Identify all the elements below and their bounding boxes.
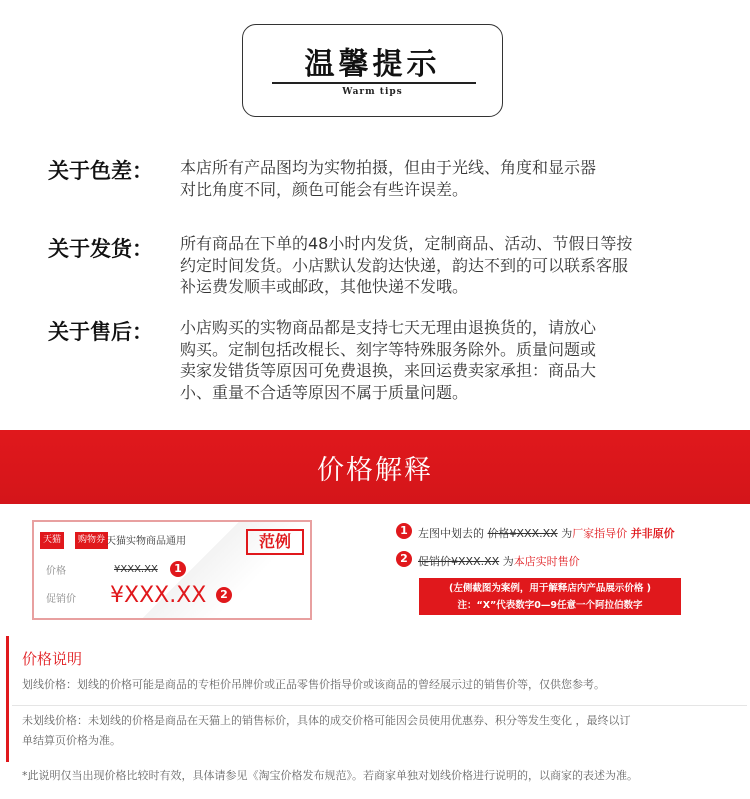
example-note-line-1: (左侧截图为案例，用于解释店内产品展示价格 ) <box>449 583 651 594</box>
note-label-aftersales: 关于售后： <box>48 319 153 344</box>
coupon-tag: 购物券 <box>74 532 108 549</box>
explain-line-1: 左图中划去的 价格¥XXX.XX 为厂家指导价 并非原价 <box>418 527 675 540</box>
tmall-tag: 天猫 <box>40 532 64 549</box>
note-text-aftersales: 小店购买的实物商品都是支持七天无理由退换货的，请放心 购买。定制包括改棍长、刻字等特殊服务除外。质量问题或 卖家发错货等原因可免费退换，来回运费卖家承担：商品大 小、重量不合适等原因不属于质量问题。 <box>180 318 597 402</box>
sample-stamp: 范例 <box>246 529 304 555</box>
price-banner <box>0 430 750 504</box>
promo-price-label: 促销价 <box>46 594 76 605</box>
list-price: ¥XXX.XX <box>114 564 158 575</box>
price-info-crossed: 划线价格：划线的价格可能是商品的专柜价吊牌价或正品零售价指导价或该商品的曾经展示过的销售价等，仅供您参考。 <box>22 678 605 691</box>
price-info-title: 价格说明 <box>22 650 83 668</box>
note-text-color: 本店所有产品图均为实物拍摄，但由于光线、角度和显示器 对比角度不同，颜色可能会有些许误差。 <box>180 158 597 199</box>
footnote: *此说明仅当出现价格比较时有效，具体请参见《淘宝价格发布规范》。若商家单独对划线价格进行说明的，以商家的表述为准。 <box>22 769 638 782</box>
sample-price-card <box>32 520 312 620</box>
explain-marker-2: 2 <box>396 551 412 567</box>
explain-line-2: 促销价¥XXX.XX 为本店实时售价 <box>418 555 580 568</box>
warm-tips-title: 温馨提示 <box>304 47 441 82</box>
card-title: 天猫实物商品通用 <box>106 536 186 547</box>
example-note-line-2: 注：“X”代表数字0—9任意一个阿拉伯数字 <box>457 600 643 611</box>
price-banner-title: 价格解释 <box>317 455 433 486</box>
marker-1: 1 <box>170 561 186 577</box>
price-info-divider <box>12 705 747 706</box>
marker-2: 2 <box>216 587 232 603</box>
list-price-label: 价格 <box>46 566 66 577</box>
warm-tips-subtitle: Warm tips <box>342 87 403 97</box>
note-label-color: 关于色差： <box>48 158 153 183</box>
note-text-shipping: 所有商品在下单的48小时内发货，定制商品、活动、节假日等按 约定时间发货。小店默认发韵达快递，韵达不到的可以联系客服 补运费发顺丰或邮政，其他快递不发哦。 <box>180 234 633 296</box>
explain-marker-1: 1 <box>396 523 412 539</box>
warm-tips-box <box>242 24 503 117</box>
example-note-box <box>419 578 681 615</box>
promo-price: ¥XXX.XX <box>110 583 207 608</box>
title-underline <box>272 82 476 84</box>
price-info-uncrossed: 未划线价格：未划线的价格是商品在天猫上的销售标价，具体的成交价格可能因会员使用优惠券、积分等发生变化 ，最终以订 单结算页价格为准。 <box>22 714 631 747</box>
note-label-shipping: 关于发货： <box>48 236 153 261</box>
